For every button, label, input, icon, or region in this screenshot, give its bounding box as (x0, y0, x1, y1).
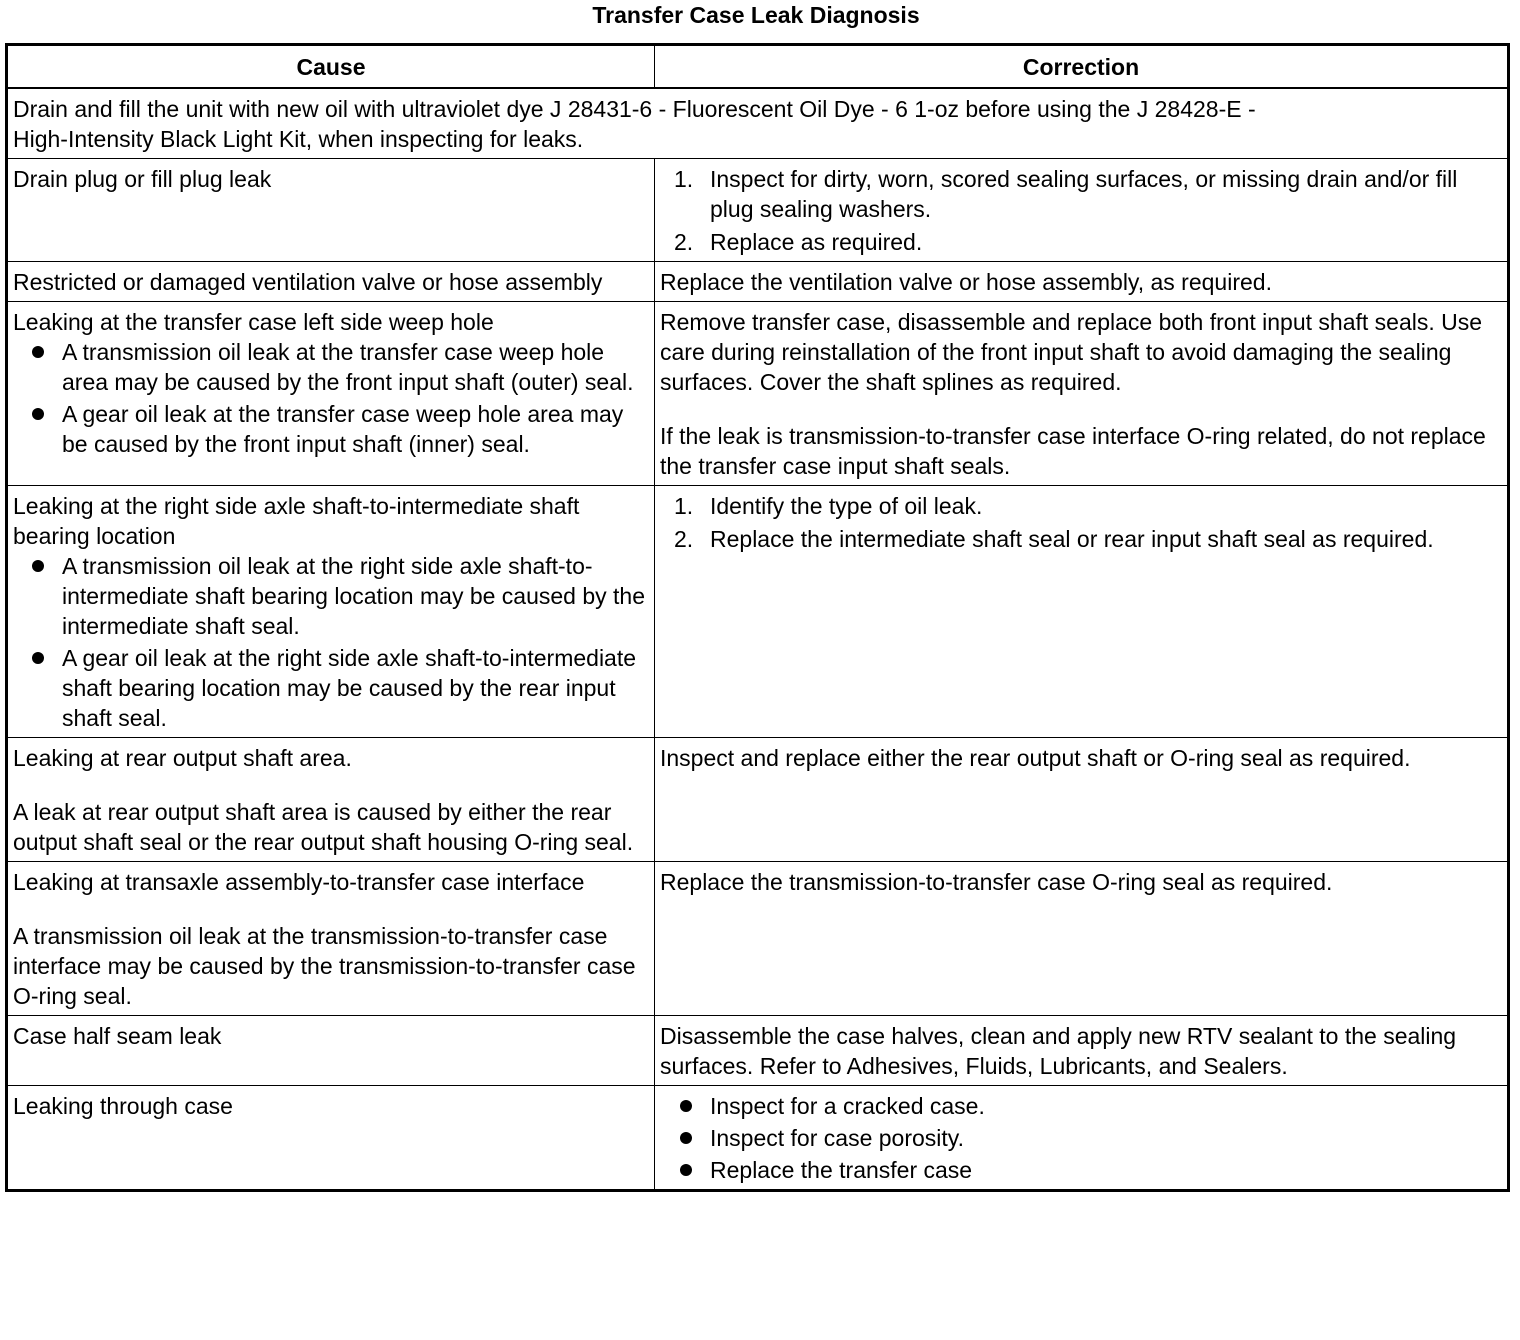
correction-cell (655, 1086, 1509, 1191)
step-item (660, 524, 1502, 554)
document-title: Transfer Case Leak Diagnosis (592, 2, 920, 28)
cause-cell (7, 862, 655, 1016)
cause-cell (7, 738, 655, 862)
bullet-icon (32, 652, 44, 664)
cause-text: Leaking at transaxle assembly-to-transfer case interface (13, 869, 585, 895)
bullet-item (660, 1091, 1502, 1121)
cause-note: A transmission oil leak at the transmission-to-transfer case interface may be caused by the transmission-to-transfer case O-ring seal. (13, 923, 636, 1009)
cause-cell (7, 1016, 655, 1086)
cause-column-header: Cause (7, 45, 655, 89)
bullet-text: A transmission oil leak at the right side axle shaft-to-intermediate shaft bearing location may be caused by the intermediate shaft seal. (62, 553, 646, 639)
bullet-item (660, 1123, 1502, 1153)
cause-bullets (13, 551, 649, 733)
bullet-item (13, 337, 649, 397)
table-row (7, 1086, 1509, 1191)
step-item (660, 164, 1502, 224)
correction-column-header: Correction (655, 45, 1509, 89)
cause-text: Case half seam leak (13, 1023, 222, 1049)
table-row (7, 1016, 1509, 1086)
step-item (660, 227, 1502, 257)
cause-cell (7, 302, 655, 486)
table-row (7, 159, 1509, 262)
step-text: Replace as required. (710, 229, 923, 255)
intro-line-2: High-Intensity Black Light Kit, when inspecting for leaks. (13, 126, 584, 152)
cause-cell (7, 486, 655, 738)
bullet-text: Inspect for case porosity. (710, 1125, 964, 1151)
bullet-text: A transmission oil leak at the transfer case weep hole area may be caused by the front input shaft (outer) seal. (62, 339, 634, 395)
cause-note: A leak at rear output shaft area is caused by either the rear output shaft seal or the rear output shaft housing O-ring seal. (13, 799, 634, 855)
correction-text: Remove transfer case, disassemble and replace both front input shaft seals. Use care during reinstallation of the front input shaft to avoid damaging the sealing surfaces. Cover the shaft splines as required. (660, 309, 1483, 395)
intro-cell (7, 88, 1509, 159)
cause-text: Leaking through case (13, 1093, 233, 1119)
table-row (7, 302, 1509, 486)
bullet-text: A gear oil leak at the right side axle shaft-to-intermediate shaft bearing location may be caused by the rear input shaft seal. (62, 645, 637, 731)
bullet-icon (680, 1100, 692, 1112)
correction-text: If the leak is transmission-to-transfer case interface O-ring related, do not replace the transfer case input shaft seals. (660, 423, 1486, 479)
cause-text: Leaking at rear output shaft area. (13, 745, 352, 771)
table-row (7, 486, 1509, 738)
correction-cell (655, 159, 1509, 262)
step-text: Inspect for dirty, worn, scored sealing surfaces, or missing drain and/or fill plug sealing washers. (710, 166, 1458, 222)
bullet-text: Inspect for a cracked case. (710, 1093, 985, 1119)
cause-text: Restricted or damaged ventilation valve or hose assembly (13, 269, 603, 295)
correction-cell (655, 302, 1509, 486)
correction-cell (655, 262, 1509, 302)
table-row (7, 862, 1509, 1016)
table-row (7, 738, 1509, 862)
correction-cell (655, 862, 1509, 1016)
correction-bullets (660, 1091, 1502, 1185)
cause-text: Leaking at the right side axle shaft-to-intermediate shaft bearing location (13, 493, 580, 549)
cause-cell (7, 1086, 655, 1191)
step-text: Identify the type of oil leak. (710, 493, 983, 519)
bullet-icon (32, 346, 44, 358)
bullet-item (13, 399, 649, 459)
intro-row (7, 88, 1509, 159)
correction-cell (655, 1016, 1509, 1086)
bullet-text: A gear oil leak at the transfer case weep hole area may be caused by the front input shaft (inner) seal. (62, 401, 624, 457)
step-number: 2. (674, 526, 694, 552)
leak-diagnosis-table (5, 43, 1510, 1192)
bullet-item (13, 643, 649, 733)
bullet-text: Replace the transfer case (710, 1157, 973, 1183)
step-text: Replace the intermediate shaft seal or rear input shaft seal as required. (710, 526, 1434, 552)
step-number: 1. (674, 493, 694, 519)
correction-text: Replace the transmission-to-transfer case O-ring seal as required. (660, 869, 1333, 895)
bullet-icon (32, 408, 44, 420)
bullet-icon (680, 1164, 692, 1176)
correction-text: Disassemble the case halves, clean and apply new RTV sealant to the sealing surfaces. Refer to Adhesives, Fluids, Lubricants, and Sealers. (660, 1023, 1457, 1079)
cause-bullets (13, 337, 649, 459)
bullet-icon (680, 1132, 692, 1144)
table-header-row (7, 45, 1509, 89)
cause-cell (7, 159, 655, 262)
bullet-item (660, 1155, 1502, 1185)
correction-steps (660, 164, 1502, 257)
step-item (660, 491, 1502, 521)
cause-text: Drain plug or fill plug leak (13, 166, 272, 192)
correction-cell (655, 486, 1509, 738)
bullet-item (13, 551, 649, 641)
correction-text: Replace the ventilation valve or hose assembly, as required. (660, 269, 1272, 295)
table-row (7, 262, 1509, 302)
intro-line-1: Drain and fill the unit with new oil with ultraviolet dye J 28431-6 - Fluorescent Oil Dye - 6 1-oz before using the J 28428-E - (13, 96, 1256, 122)
step-number: 2. (674, 229, 694, 255)
cause-text: Leaking at the transfer case left side weep hole (13, 309, 494, 335)
correction-steps (660, 491, 1502, 554)
cause-cell (7, 262, 655, 302)
correction-text: Inspect and replace either the rear output shaft or O-ring seal as required. (660, 745, 1411, 771)
bullet-icon (32, 560, 44, 572)
step-number: 1. (674, 166, 694, 192)
correction-cell (655, 738, 1509, 862)
